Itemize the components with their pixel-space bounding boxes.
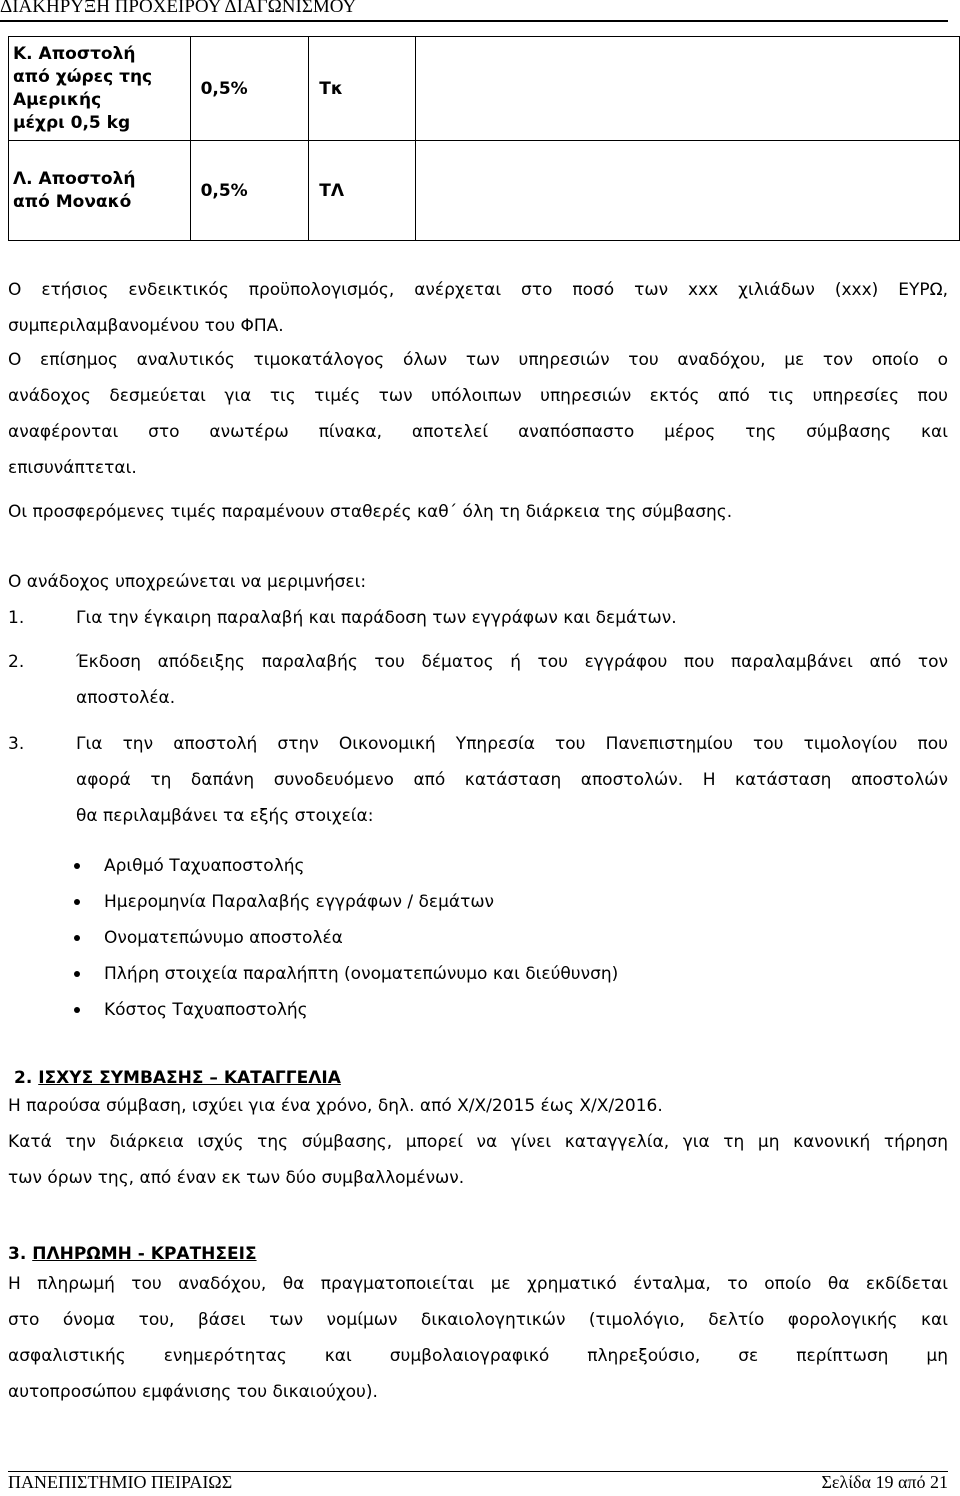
footer-university: ΠΑΝΕΠΙΣΤΗΜΙΟ ΠΕΙΡΑΙΩΣ [8,1472,233,1492]
list-item [8,600,948,636]
bullet-icon [74,863,80,869]
bullet-text: Ονοματεπώνυμο αποστολέα [104,928,343,948]
text-line: Η πληρωμή του αναδόχου, θα πραγματοποιείται με χρηματικό ένταλμα, το οποίο θα εκδίδεται [8,1274,948,1294]
cell-line: Κ. Αποστολή [13,43,136,64]
list-text [76,726,948,834]
bullet-item [8,848,618,884]
budget-paragraph [8,280,948,352]
section-2-heading [8,1060,948,1096]
list-text [76,644,948,716]
section-title: ΙΣΧΥΣ ΣΥΜΒΑΣΗΣ – ΚΑΤΑΓΓΕΛΙΑ [38,1068,341,1088]
section-number: 3. [8,1244,27,1264]
text-line: αφορά τη δαπάνη συνοδευόμενο από κατάσταση αποστολών. Η κατάσταση αποστολών [76,770,948,790]
rates-table [8,36,960,241]
table-cell-name [9,141,191,241]
page-header [0,0,948,22]
table-cell-name [9,37,191,141]
list-item [8,644,948,716]
list-number: 1. [8,608,25,628]
table-row [9,141,960,241]
section-title: ΠΛΗΡΩΜΗ - ΚΡΑΤΗΣΕΙΣ [32,1244,257,1264]
text-line: Η παρούσα σύμβαση, ισχύει για ένα χρόνο, δηλ. από Χ/Χ/2015 έως Χ/Χ/2016. [8,1096,663,1116]
table-cell-rate: 0,5% [190,141,309,241]
bullet-text: Αριθμό Ταχυαποστολής [104,856,305,876]
header-title: ΔΙΑΚΗΡΥΞΗ ΠΡΟΧΕΙΡΟΥ ΔΙΑΓΩΝΙΣΜΟΥ [0,0,357,17]
bullet-icon [74,935,80,941]
footer-page-number: Σελίδα 19 από 21 [821,1472,948,1492]
section-3-body [8,1274,948,1418]
table-cell-empty [415,141,959,241]
pricelist-paragraph [8,350,948,494]
text-line: επισυνάπτεται. [8,458,137,478]
cell-line: από χώρες της [13,66,153,87]
text-line: συμπεριλαμβανομένου του ΦΠΑ. [8,316,284,336]
list-number: 2. [8,652,25,672]
bullet-item [8,956,618,992]
text-line: Ο επίσημος αναλυτικός τιμοκατάλογος όλων των υπηρεσιών του αναδόχου, με τον οποίο ο [8,350,948,370]
text-line: αυτοπροσώπου εμφάνισης του δικαιούχου). [8,1382,378,1402]
bullet-item [8,920,618,956]
table-cell-rate: 0,5% [190,37,309,141]
list-number: 3. [8,734,25,754]
text-line: Έκδοση απόδειξης παραλαβής του δέματος ή του εγγράφου που παραλαμβάνει από τον [76,652,948,672]
cell-line: Λ. Αποστολή [13,168,136,189]
cell-line: μέχρι 0,5 kg [13,112,131,133]
table-cell-code: ΤΛ [309,141,416,241]
text-line: Ο ετήσιος ενδεικτικός προϋπολογισμός, ανέρχεται στο ποσό των xxx χιλιάδων (xxx) ΕΥΡΩ, [8,280,948,300]
section-3-heading [8,1236,948,1272]
text-line: ανάδοχος δεσμεύεται για τις τιμές των υπόλοιπων υπηρεσιών εκτός από τις υπηρεσίες που [8,386,948,406]
text-line: των όρων της, από έναν εκ των δύο συμβαλλομένων. [8,1168,465,1188]
bullet-icon [74,1007,80,1013]
table-row [9,37,960,141]
section-2-body [8,1096,948,1204]
text-line: αποστολέα. [76,688,176,708]
bullet-icon [74,899,80,905]
text-line: ασφαλιστικής ενημερότητας και συμβολαιογραφικό πληρεξούσιο, σε περίπτωση μη [8,1346,948,1366]
cell-line: από Μονακό [13,191,132,212]
bullet-list [8,848,618,1028]
text-line: θα περιλαμβάνει τα εξής στοιχεία: [76,806,374,826]
bullet-text: Ημερομηνία Παραλαβής εγγράφων / δεμάτων [104,892,495,912]
text-line: στο όνομα του, βάσει των νομίμων δικαιολογητικών (τιμολόγιο, δελτίο φορολογικής και [8,1310,948,1330]
bullet-item [8,884,618,920]
table-cell-empty [415,37,959,141]
table-cell-code: Τκ [309,37,416,141]
fixed-prices-paragraph: Οι προσφερόμενες τιμές παραμένουν σταθερές καθ΄ όλη τη διάρκεια της σύμβασης. [8,502,733,522]
text-line: αναφέρονται στο ανωτέρω πίνακα, αποτελεί αναπόσπαστο μέρος της σύμβασης και [8,422,948,442]
bullet-text: Πλήρη στοιχεία παραλήπτη (ονοματεπώνυμο και διεύθυνση) [104,964,619,984]
cell-line: Αμερικής [13,89,102,110]
list-text: Για την έγκαιρη παραλαβή και παράδοση των εγγράφων και δεμάτων. [76,608,677,628]
text-line: Για την αποστολή στην Οικονομική Υπηρεσία του Πανεπιστημίου του τιμολογίου που [76,734,948,754]
text-line: Κατά την διάρκεια ισχύς της σύμβασης, μπορεί να γίνει καταγγελία, για τη μη κανονική τήρηση [8,1132,948,1152]
bullet-item [8,992,618,1028]
bullet-icon [74,971,80,977]
obligations-intro: Ο ανάδοχος υποχρεώνεται να μεριμνήσει: [8,572,367,592]
section-number: 2. [14,1068,33,1088]
list-item [8,726,948,834]
bullet-text: Κόστος Ταχυαποστολής [104,1000,308,1020]
